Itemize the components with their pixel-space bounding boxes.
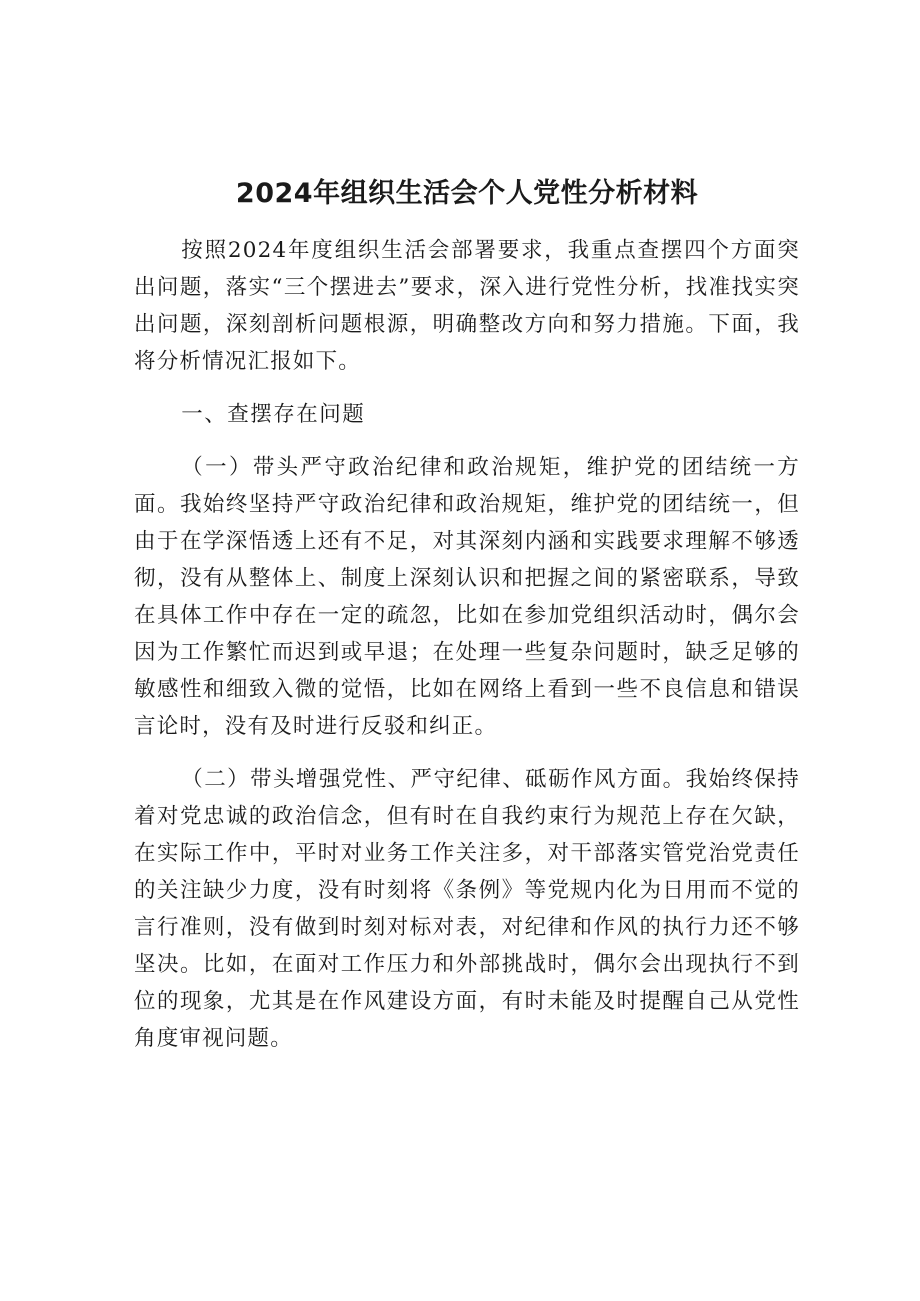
intro-paragraph: 按照2024年度组织生活会部署要求，我重点查摆四个方面突出问题，落实“三个摆进去”要求，深入进行党性分析，找准找实突出问题，深刻剖析问题根源，明确整改方向和努力措施。下面，我将分析情况汇报如下。 xyxy=(134,238,800,374)
section-heading: 一、查摆存在问题 xyxy=(181,402,366,427)
section-item-2-paragraph: （二）带头增强党性、严守纪律、砥砺作风方面。我始终保持着对党忠诚的政治信念，但有时在自我约束行为规范上存在欠缺，在实际工作中，平时对业务工作关注多，对干部落实管党治党责任的关注缺少力度，没有时刻将《条例》等党规内化为日用而不觉的言行准则，没有做到时刻对标对表，对纪律和作风的执行力还不够坚决。比如，在面对工作压力和外部挑战时，偶尔会出现执行不到位的现象，尤其是在作风建设方面，有时未能及时提醒自己从党性角度审视问题。 xyxy=(134,767,800,1051)
document-title: 2024年组织生活会个人党性分析材料 xyxy=(235,178,699,209)
section-item-1-paragraph: （一）带头严守政治纪律和政治规矩，维护党的团结统一方面。我始终坚持严守政治纪律和政治规矩，维护党的团结统一，但由于在学深悟透上还有不足，对其深刻内涵和实践要求理解不够透彻，没有从整体上、制度上深刻认识和把握之间的紧密联系，导致在具体工作中存在一定的疏忽，比如在参加党组织活动时，偶尔会因为工作繁忙而迟到或早退；在处理一些复杂问题时，缺乏足够的敏感性和细致入微的觉悟，比如在网络上看到一些不良信息和错误言论时，没有及时进行反驳和纠正。 xyxy=(134,455,800,739)
